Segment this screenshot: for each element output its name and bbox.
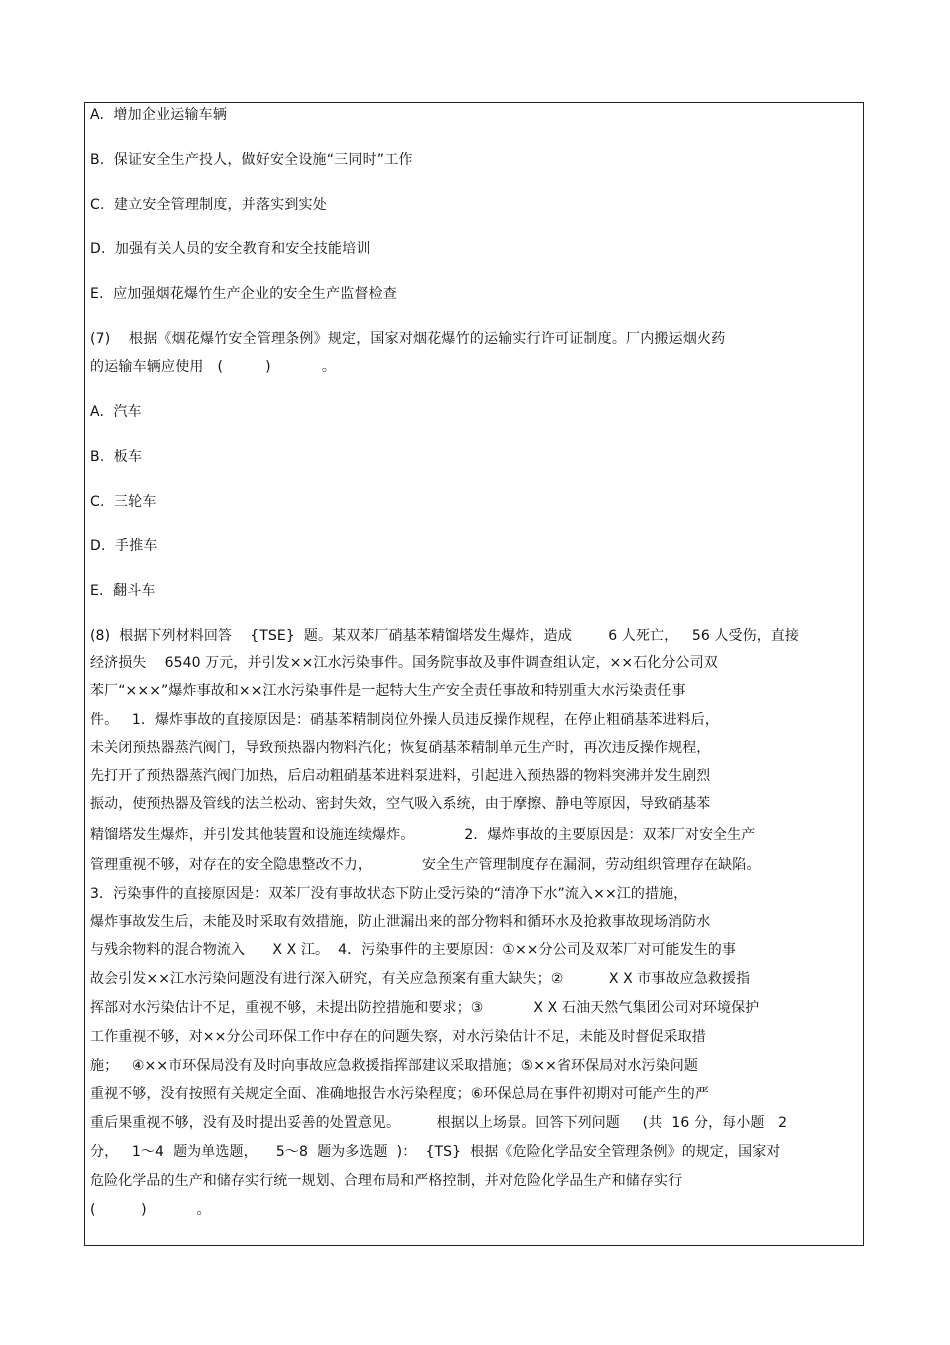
material-8-line-11: 爆炸事故发生后，未能及时采取有效措施，防止泄漏出来的部分物料和循环水及抢救事故现场消防水	[90, 914, 711, 930]
material-8-line-7: 振动，使预热器及管线的法兰松动、密封失效，空气吸入系统，由于摩擦、静电等原因，导致硝基苯	[90, 796, 711, 812]
material-8-line-4: 件。 1．爆炸事故的直接原因是：硝基苯精制岗位外操人员违反操作规程，在停止粗硝基苯进料后，	[90, 712, 719, 728]
option-q7-d: D. 手推车	[90, 538, 158, 554]
option-q7-b: B. 板车	[90, 449, 143, 465]
material-8-line-9: 管理重视不够，对存在的安全隐患整改不力， 安全生产管理制度存在漏洞，劳动组织管理存在缺陷。	[90, 857, 761, 873]
option-q6-a: A. 增加企业运输车辆	[90, 107, 228, 123]
material-8-line-13: 故会引发××江水污染问题没有进行深入研究，有关应急预案有重大缺失；② X X 市事故应急救援指	[90, 971, 751, 987]
material-8-line-10: 3．污染事件的直接原因是：双苯厂没有事故状态下防止受污染的“清净下水”流入××江的措施，	[90, 886, 688, 902]
option-q7-e: E. 翻斗车	[90, 583, 156, 599]
option-q6-b: B. 保证安全生产投人，做好安全设施“三同时”工作	[90, 152, 413, 168]
question-7-line-2: 的运输车辆应使用 ( ) 。	[90, 359, 337, 375]
option-q7-c: C. 三轮车	[90, 494, 157, 510]
option-q6-e: E. 应加强烟花爆竹生产企业的安全生产监督检查	[90, 286, 397, 302]
option-q7-a: A. 汽车	[90, 404, 142, 420]
material-8-line-6: 先打开了预热器蒸汽阀门加热，后启动粗硝基苯进料泵进料，引起进入预热器的物料突沸并发生剧烈	[90, 768, 711, 784]
question-7-line-1: (7) 根据《烟花爆竹安全管理条例》规定，国家对烟花爆竹的运输实行许可证制度。厂内搬运烟火药	[90, 331, 726, 347]
material-8-line-19: 分， 1～4 题为单选题， 5～8 题为多选题 )： {TS} 根据《危险化学品安全管理条例》的规定，国家对	[90, 1144, 781, 1160]
material-8-line-20: 危险化学品的生产和储存实行统一规划、合理布局和严格控制，并对危险化学品生产和储存实行	[90, 1173, 683, 1189]
material-8-line-3: 苯厂“×××”爆炸事故和××江水污染事件是一起特大生产安全责任事故和特别重大水污染责任事	[90, 683, 686, 699]
material-8-line-21: ( ) 。	[90, 1202, 211, 1218]
material-8-line-17: 重视不够，没有按照有关规定全面、准确地报告水污染程度；⑥环保总局在事件初期对可能产生的严	[90, 1086, 709, 1102]
material-8-line-1: (8) 根据下列材料回答 {TSE} 题。某双苯厂硝基苯精馏塔发生爆炸，造成 6 人死亡， 56 人受伤，直接	[90, 628, 800, 644]
material-8-line-15: 工作重视不够，对××分公司环保工作中存在的问题失察，对水污染估计不足，未能及时督促采取措	[90, 1029, 706, 1045]
material-8-line-18: 重后果重视不够，没有及时提出妥善的处置意见。 根据以上场景。回答下列问题 (共 16 分，每小题 2	[90, 1115, 788, 1131]
option-q6-c: C. 建立安全管理制度，并落实到实处	[90, 197, 327, 213]
material-8-line-5: 未关闭预热器蒸汽阀门，导致预热器内物料汽化；恢复硝基苯精制单元生产时，再次违反操作规程，	[90, 740, 711, 756]
option-q6-d: D. 加强有关人员的安全教育和安全技能培训	[90, 241, 371, 257]
material-8-line-8: 精馏塔发生爆炸，并引发其他装置和设施连续爆炸。 2．爆炸事故的主要原因是：双苯厂对安全生产	[90, 827, 756, 843]
material-8-line-2: 经济损失 6540 万元，并引发××江水污染事件。国务院事故及事件调查组认定，××石化分公司双	[90, 655, 718, 671]
material-8-line-14: 挥部对水污染估计不足，重视不够，未提出防控措施和要求；③ X X 石油天然气集团公司对环境保护	[90, 1000, 760, 1016]
material-8-line-12: 与残余物料的混合物流入 X X 江。 4．污染事件的主要原因：①××分公司及双苯厂对可能发生的事	[90, 942, 736, 958]
material-8-line-16: 施； ④××市环保局没有及时向事故应急救援指挥部建议采取措施；⑤××省环保局对水污染问题	[90, 1058, 698, 1074]
